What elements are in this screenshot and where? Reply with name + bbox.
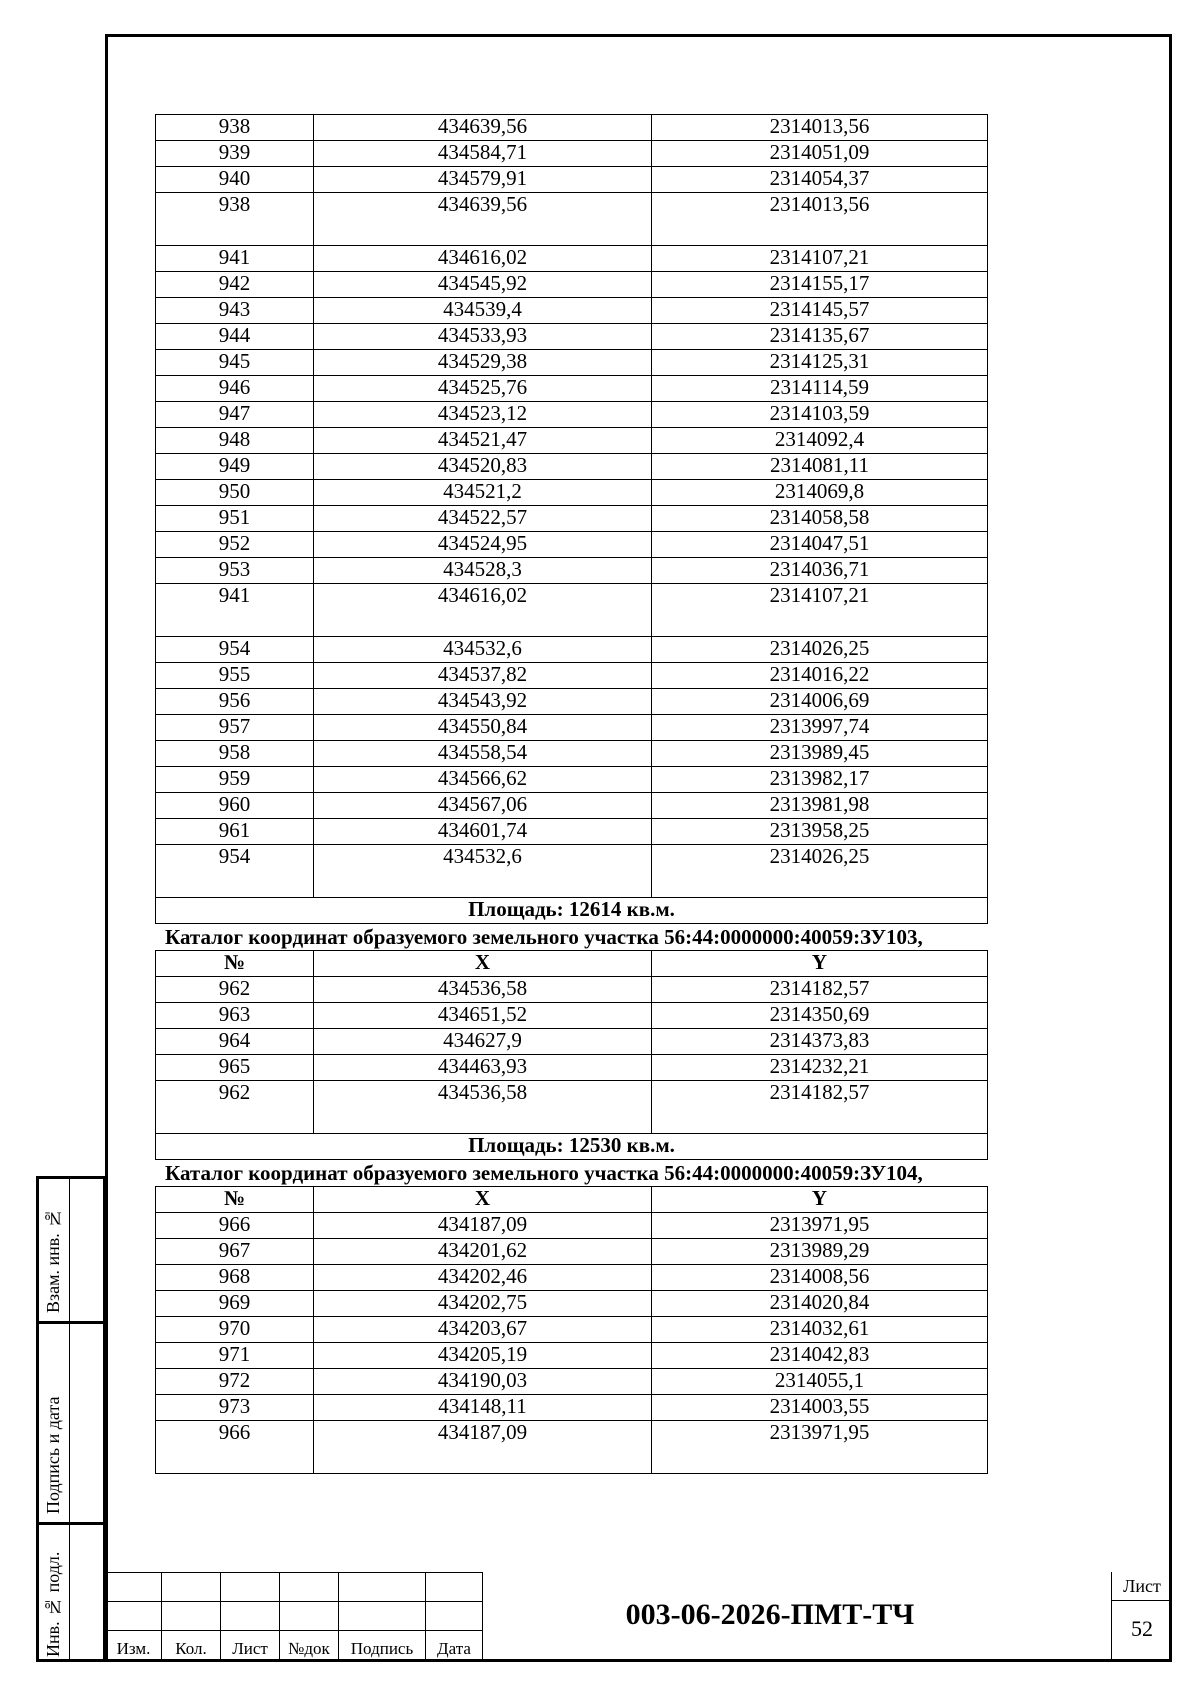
point-number: 963 bbox=[156, 1003, 314, 1029]
table-row bbox=[156, 1291, 988, 1317]
x-coordinate: 434525,76 bbox=[314, 376, 652, 402]
x-coordinate: 434639,56 bbox=[314, 115, 652, 141]
x-coordinate: 434566,62 bbox=[314, 767, 652, 793]
point-number: 971 bbox=[156, 1343, 314, 1369]
x-coordinate: 434187,09 bbox=[314, 1213, 652, 1239]
y-coordinate: 2314032,61 bbox=[652, 1317, 988, 1343]
catalog-title-zu103: Каталог координат образуемого земельного участка 56:44:0000000:40059:ЗУ103, bbox=[165, 925, 923, 949]
y-coordinate: 2313982,17 bbox=[652, 767, 988, 793]
table-row bbox=[156, 1055, 988, 1081]
y-coordinate: 2313989,29 bbox=[652, 1239, 988, 1265]
x-coordinate: 434558,54 bbox=[314, 741, 652, 767]
point-number: 967 bbox=[156, 1239, 314, 1265]
x-coordinate: 434529,38 bbox=[314, 350, 652, 376]
side-box-podpis bbox=[36, 1321, 106, 1525]
x-coordinate: 434203,67 bbox=[314, 1317, 652, 1343]
point-number: 939 bbox=[156, 141, 314, 167]
table-row bbox=[156, 793, 988, 819]
y-coordinate: 2314013,56 bbox=[652, 115, 988, 141]
x-coordinate: 434545,92 bbox=[314, 272, 652, 298]
x-coordinate: 434616,02 bbox=[314, 246, 652, 272]
area-value: Площадь: 12614 кв.м. bbox=[156, 898, 988, 924]
x-coordinate: 434536,58 bbox=[314, 1081, 652, 1134]
x-coordinate: 434201,62 bbox=[314, 1239, 652, 1265]
table-row bbox=[156, 845, 988, 898]
header-x: X bbox=[314, 1187, 652, 1213]
document-content bbox=[155, 114, 987, 1474]
point-number: 941 bbox=[156, 584, 314, 637]
header-x: X bbox=[314, 951, 652, 977]
point-number: 949 bbox=[156, 454, 314, 480]
y-coordinate: 2314135,67 bbox=[652, 324, 988, 350]
col-kol: Кол. bbox=[162, 1631, 221, 1660]
x-coordinate: 434190,03 bbox=[314, 1369, 652, 1395]
point-number: 958 bbox=[156, 741, 314, 767]
x-coordinate: 434523,12 bbox=[314, 402, 652, 428]
table-header-row bbox=[156, 1187, 988, 1213]
y-coordinate: 2314107,21 bbox=[652, 246, 988, 272]
col-list: Лист bbox=[221, 1631, 280, 1660]
point-number: 945 bbox=[156, 350, 314, 376]
y-coordinate: 2314125,31 bbox=[652, 350, 988, 376]
y-coordinate: 2314058,58 bbox=[652, 506, 988, 532]
header-number: № bbox=[156, 951, 314, 977]
point-number: 969 bbox=[156, 1291, 314, 1317]
y-coordinate: 2313971,95 bbox=[652, 1213, 988, 1239]
table-row bbox=[156, 767, 988, 793]
table-row bbox=[156, 977, 988, 1003]
table-row bbox=[156, 376, 988, 402]
table-row bbox=[156, 272, 988, 298]
y-coordinate: 2313997,74 bbox=[652, 715, 988, 741]
y-coordinate: 2314103,59 bbox=[652, 402, 988, 428]
x-coordinate: 434550,84 bbox=[314, 715, 652, 741]
side-label-inv: Инв. № подл. bbox=[43, 1551, 63, 1657]
col-ndok: №док bbox=[280, 1631, 339, 1660]
y-coordinate: 2314042,83 bbox=[652, 1343, 988, 1369]
point-number: 940 bbox=[156, 167, 314, 193]
x-coordinate: 434537,82 bbox=[314, 663, 652, 689]
y-coordinate: 2314036,71 bbox=[652, 558, 988, 584]
coordinates-table-2 bbox=[155, 950, 988, 1160]
point-number: 941 bbox=[156, 246, 314, 272]
x-coordinate: 434187,09 bbox=[314, 1421, 652, 1474]
table-row bbox=[156, 324, 988, 350]
x-coordinate: 434524,95 bbox=[314, 532, 652, 558]
y-coordinate: 2314081,11 bbox=[652, 454, 988, 480]
table-row bbox=[156, 1421, 988, 1474]
x-coordinate: 434532,6 bbox=[314, 845, 652, 898]
area-row bbox=[156, 1134, 988, 1160]
x-coordinate: 434522,57 bbox=[314, 506, 652, 532]
point-number: 960 bbox=[156, 793, 314, 819]
table-row bbox=[156, 715, 988, 741]
table-row bbox=[156, 1265, 988, 1291]
table-row bbox=[156, 115, 988, 141]
point-number: 956 bbox=[156, 689, 314, 715]
y-coordinate: 2314107,21 bbox=[652, 584, 988, 637]
point-number: 944 bbox=[156, 324, 314, 350]
table-row bbox=[156, 506, 988, 532]
y-coordinate: 2314092,4 bbox=[652, 428, 988, 454]
y-coordinate: 2314069,8 bbox=[652, 480, 988, 506]
header-y: Y bbox=[652, 1187, 988, 1213]
table-row bbox=[156, 1369, 988, 1395]
x-coordinate: 434532,6 bbox=[314, 637, 652, 663]
x-coordinate: 434520,83 bbox=[314, 454, 652, 480]
x-coordinate: 434202,46 bbox=[314, 1265, 652, 1291]
side-label-vzam: Взам. инв. № bbox=[43, 1208, 63, 1313]
y-coordinate: 2314026,25 bbox=[652, 637, 988, 663]
table-row bbox=[156, 1317, 988, 1343]
table-row bbox=[156, 1213, 988, 1239]
col-podpis: Подпись bbox=[339, 1631, 426, 1660]
point-number: 954 bbox=[156, 637, 314, 663]
coordinates-table-3 bbox=[155, 1186, 988, 1474]
col-data: Дата bbox=[426, 1631, 483, 1660]
coordinates-table-1 bbox=[155, 114, 988, 924]
x-coordinate: 434533,93 bbox=[314, 324, 652, 350]
table-row bbox=[156, 637, 988, 663]
y-coordinate: 2313989,45 bbox=[652, 741, 988, 767]
point-number: 966 bbox=[156, 1421, 314, 1474]
table-row bbox=[156, 532, 988, 558]
point-number: 952 bbox=[156, 532, 314, 558]
table-row bbox=[156, 1239, 988, 1265]
table-row bbox=[156, 454, 988, 480]
point-number: 961 bbox=[156, 819, 314, 845]
point-number: 962 bbox=[156, 977, 314, 1003]
point-number: 953 bbox=[156, 558, 314, 584]
table-row bbox=[156, 480, 988, 506]
document-code: 003-06-2026-ПМТ-ТЧ bbox=[625, 1598, 915, 1631]
y-coordinate: 2314006,69 bbox=[652, 689, 988, 715]
table-row bbox=[156, 1029, 988, 1055]
table-row bbox=[156, 350, 988, 376]
table-row bbox=[156, 663, 988, 689]
y-coordinate: 2314182,57 bbox=[652, 1081, 988, 1134]
point-number: 951 bbox=[156, 506, 314, 532]
x-coordinate: 434463,93 bbox=[314, 1055, 652, 1081]
point-number: 957 bbox=[156, 715, 314, 741]
point-number: 962 bbox=[156, 1081, 314, 1134]
point-number: 955 bbox=[156, 663, 314, 689]
point-number: 965 bbox=[156, 1055, 314, 1081]
point-number: 968 bbox=[156, 1265, 314, 1291]
point-number: 972 bbox=[156, 1369, 314, 1395]
x-coordinate: 434539,4 bbox=[314, 298, 652, 324]
table-row bbox=[156, 1081, 988, 1134]
y-coordinate: 2313971,95 bbox=[652, 1421, 988, 1474]
table-row bbox=[156, 298, 988, 324]
x-coordinate: 434616,02 bbox=[314, 584, 652, 637]
x-coordinate: 434579,91 bbox=[314, 167, 652, 193]
y-coordinate: 2314350,69 bbox=[652, 1003, 988, 1029]
x-coordinate: 434567,06 bbox=[314, 793, 652, 819]
table-row bbox=[156, 584, 988, 637]
point-number: 959 bbox=[156, 767, 314, 793]
y-coordinate: 2314114,59 bbox=[652, 376, 988, 402]
y-coordinate: 2314003,55 bbox=[652, 1395, 988, 1421]
point-number: 947 bbox=[156, 402, 314, 428]
header-number: № bbox=[156, 1187, 314, 1213]
table-row bbox=[156, 819, 988, 845]
y-coordinate: 2314232,21 bbox=[652, 1055, 988, 1081]
y-coordinate: 2313981,98 bbox=[652, 793, 988, 819]
side-box-inv bbox=[36, 1522, 106, 1662]
x-coordinate: 434202,75 bbox=[314, 1291, 652, 1317]
point-number: 973 bbox=[156, 1395, 314, 1421]
table-row bbox=[156, 689, 988, 715]
point-number: 964 bbox=[156, 1029, 314, 1055]
x-coordinate: 434601,74 bbox=[314, 819, 652, 845]
table-row bbox=[156, 246, 988, 272]
table-row bbox=[156, 558, 988, 584]
table-row bbox=[156, 167, 988, 193]
sheet-label: Лист bbox=[1112, 1576, 1172, 1601]
y-coordinate: 2314026,25 bbox=[652, 845, 988, 898]
y-coordinate: 2314054,37 bbox=[652, 167, 988, 193]
x-coordinate: 434536,58 bbox=[314, 977, 652, 1003]
table-row bbox=[156, 193, 988, 246]
area-value: Площадь: 12530 кв.м. bbox=[156, 1134, 988, 1160]
header-y: Y bbox=[652, 951, 988, 977]
table-row bbox=[156, 1003, 988, 1029]
area-row bbox=[156, 898, 988, 924]
x-coordinate: 434521,47 bbox=[314, 428, 652, 454]
x-coordinate: 434148,11 bbox=[314, 1395, 652, 1421]
y-coordinate: 2314055,1 bbox=[652, 1369, 988, 1395]
revision-grid bbox=[105, 1572, 483, 1660]
point-number: 950 bbox=[156, 480, 314, 506]
sheet-number: 52 bbox=[1131, 1616, 1153, 1641]
col-izm: Изм. bbox=[106, 1631, 162, 1660]
x-coordinate: 434543,92 bbox=[314, 689, 652, 715]
x-coordinate: 434584,71 bbox=[314, 141, 652, 167]
side-label-podpis: Подпись и дата bbox=[43, 1396, 63, 1514]
x-coordinate: 434627,9 bbox=[314, 1029, 652, 1055]
table-row bbox=[156, 741, 988, 767]
point-number: 970 bbox=[156, 1317, 314, 1343]
x-coordinate: 434521,2 bbox=[314, 480, 652, 506]
side-box-vzam bbox=[36, 1176, 106, 1324]
y-coordinate: 2314182,57 bbox=[652, 977, 988, 1003]
y-coordinate: 2313958,25 bbox=[652, 819, 988, 845]
y-coordinate: 2314016,22 bbox=[652, 663, 988, 689]
point-number: 948 bbox=[156, 428, 314, 454]
point-number: 938 bbox=[156, 115, 314, 141]
table-row bbox=[156, 428, 988, 454]
sheet-box bbox=[1111, 1572, 1172, 1662]
table-row bbox=[156, 141, 988, 167]
y-coordinate: 2314373,83 bbox=[652, 1029, 988, 1055]
table-row bbox=[156, 1343, 988, 1369]
point-number: 954 bbox=[156, 845, 314, 898]
point-number: 942 bbox=[156, 272, 314, 298]
y-coordinate: 2314047,51 bbox=[652, 532, 988, 558]
x-coordinate: 434651,52 bbox=[314, 1003, 652, 1029]
point-number: 966 bbox=[156, 1213, 314, 1239]
catalog-title-zu104: Каталог координат образуемого земельного участка 56:44:0000000:40059:ЗУ104, bbox=[165, 1161, 923, 1185]
y-coordinate: 2314008,56 bbox=[652, 1265, 988, 1291]
y-coordinate: 2314020,84 bbox=[652, 1291, 988, 1317]
x-coordinate: 434528,3 bbox=[314, 558, 652, 584]
y-coordinate: 2314051,09 bbox=[652, 141, 988, 167]
point-number: 946 bbox=[156, 376, 314, 402]
title-block bbox=[105, 1572, 1172, 1662]
y-coordinate: 2314155,17 bbox=[652, 272, 988, 298]
x-coordinate: 434205,19 bbox=[314, 1343, 652, 1369]
y-coordinate: 2314013,56 bbox=[652, 193, 988, 246]
point-number: 943 bbox=[156, 298, 314, 324]
table-row bbox=[156, 402, 988, 428]
table-row bbox=[156, 1395, 988, 1421]
x-coordinate: 434639,56 bbox=[314, 193, 652, 246]
table-header-row bbox=[156, 951, 988, 977]
point-number: 938 bbox=[156, 193, 314, 246]
y-coordinate: 2314145,57 bbox=[652, 298, 988, 324]
